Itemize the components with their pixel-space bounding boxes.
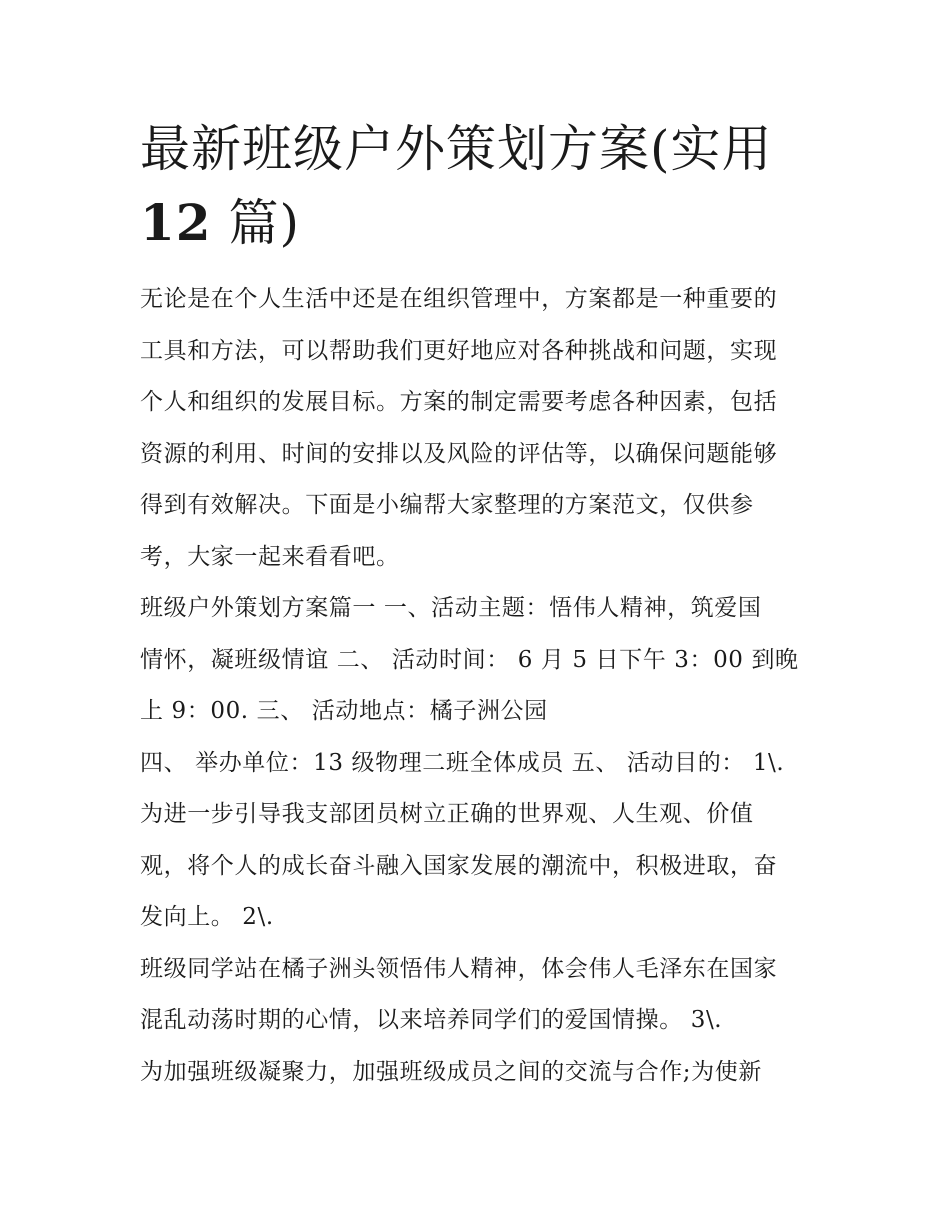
text-line: 资源的利用、时间的安排以及风险的评估等，以确保问题能够 [140, 440, 778, 467]
title-line-2 [140, 186, 820, 260]
text-line: 情怀，凝班级情谊 二、 活动时间： 6 月 5 日下午 3：00 到晚 [140, 646, 799, 673]
title-suffix: 篇) [211, 194, 300, 252]
text-line: 为加强班级凝聚力，加强班级成员之间的交流与合作;为使新 [140, 1058, 762, 1085]
text-line: 考，大家一起来看看吧。 [140, 543, 400, 570]
text-line: 无论是在个人生活中还是在组织管理中，方案都是一种重要的 [140, 286, 778, 312]
text-line: 观，将个人的成长奋斗融入国家发展的潮流中，积极进取，奋 [140, 852, 778, 879]
paragraph-intro [140, 274, 815, 583]
text-line: 班级户外策划方案篇一 一、活动主题：悟伟人精神，筑爱国 [140, 595, 762, 621]
title-line-1: 最新班级户外策划方案(实用 [140, 120, 773, 178]
paragraph-purpose-three [140, 1047, 815, 1099]
text-line: 工具和方法，可以帮助我们更好地应对各种挑战和问题，实现 [140, 337, 778, 364]
paragraph-purpose-two [140, 944, 815, 1047]
text-line: 上 9：00. 三、 活动地点：橘子洲公园 [140, 698, 548, 724]
text-line: 发向上。 2\. [140, 904, 274, 930]
text-line: 为进一步引导我支部团员树立正确的世界观、人生观、价值 [140, 801, 754, 827]
document-title [140, 112, 820, 260]
title-number: 12 [140, 193, 212, 252]
paragraph-organizer-purpose [140, 738, 815, 944]
document-body [140, 274, 815, 1098]
text-line: 个人和组织的发展目标。方案的制定需要考虑各种因素，包括 [140, 389, 778, 415]
paragraph-plan-one [140, 583, 815, 738]
text-line: 班级同学站在橘子洲头领悟伟人精神，体会伟人毛泽东在国家 [140, 955, 778, 982]
text-line: 四、 举办单位：13 级物理二班全体成员 五、 活动目的： 1\. [140, 749, 785, 776]
text-line: 得到有效解决。下面是小编帮大家整理的方案范文，仅供参 [140, 492, 754, 518]
text-line: 混乱动荡时期的心情，以来培养同学们的爱国情操。 3\. [140, 1007, 723, 1033]
